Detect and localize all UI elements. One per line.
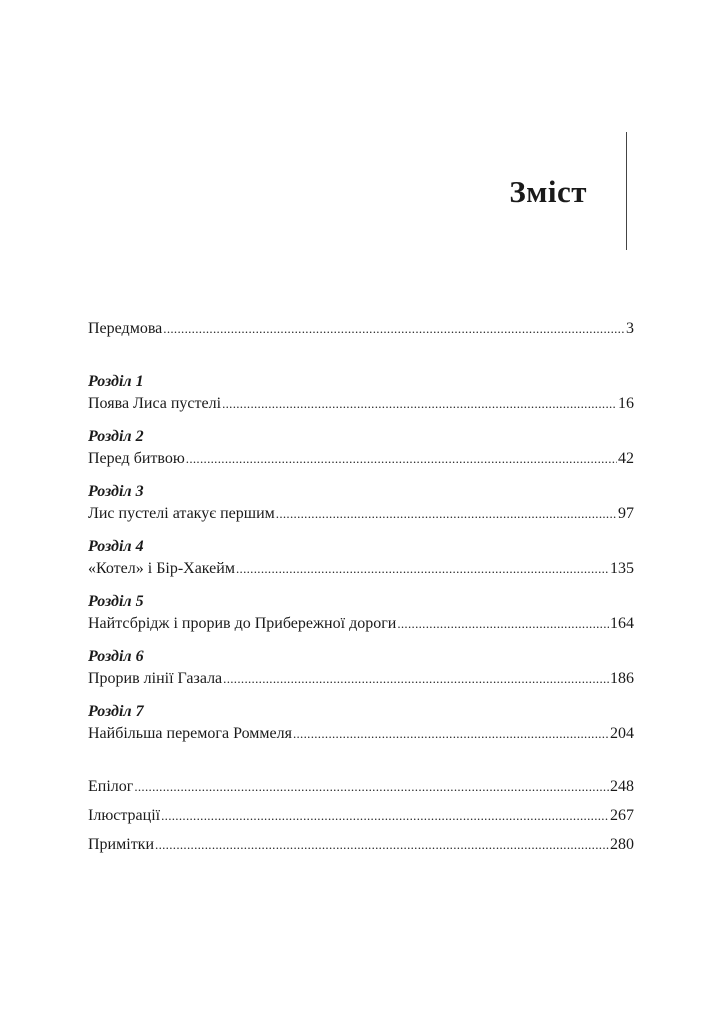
toc-entry-page: 186: [610, 670, 634, 687]
toc-entry-chapter-4[interactable]: [88, 558, 634, 580]
toc-entry-label: «Котел» і Бір-Хакейм: [88, 560, 235, 577]
toc-entry-page: 248: [610, 778, 634, 795]
toc-entry-page: 164: [610, 615, 634, 632]
toc-entry-label: Найбільша перемога Роммеля: [88, 725, 292, 742]
table-of-contents: [88, 318, 634, 856]
title-divider-rule: [626, 132, 627, 250]
toc-entry-page: 42: [618, 450, 634, 467]
chapter-heading: Розділ 4: [88, 538, 144, 555]
spacer: [88, 635, 634, 646]
toc-entry-label: Прорив лінії Газала: [88, 670, 223, 687]
dot-leader: [163, 318, 625, 340]
toc-entry-page: 3: [626, 320, 634, 337]
chapter-heading: Розділ 3: [88, 483, 144, 500]
toc-entry-page: 204: [610, 725, 634, 742]
toc-entry-page: 267: [610, 807, 634, 824]
spacer: [88, 580, 634, 591]
dot-leader: [293, 723, 609, 745]
spacer: [88, 525, 634, 536]
spacer: [88, 415, 634, 426]
toc-entry-label: Примітки: [88, 836, 155, 853]
toc-entry-label: Поява Лиса пустелі: [88, 395, 222, 412]
toc-entry-page: 97: [618, 505, 634, 522]
toc-entry-chapter-1[interactable]: [88, 393, 634, 415]
dot-leader: [155, 834, 609, 856]
toc-entry-page: 16: [618, 395, 634, 412]
spacer: [88, 745, 634, 776]
toc-entry-epilogue[interactable]: [88, 776, 634, 798]
toc-entry-illustrations[interactable]: [88, 805, 634, 827]
toc-entry-chapter-3[interactable]: [88, 503, 634, 525]
spacer: [88, 827, 634, 834]
spacer: [88, 470, 634, 481]
dot-leader: [134, 776, 609, 798]
spacer: [88, 690, 634, 701]
toc-entry-label: Найтсбрідж і прорив до Прибережної дороги: [88, 615, 397, 632]
spacer: [88, 340, 634, 371]
dot-leader: [236, 558, 609, 580]
dot-leader: [186, 448, 617, 470]
spacer: [88, 798, 634, 805]
page-title: Зміст: [509, 174, 587, 209]
chapter-heading: Розділ 5: [88, 593, 144, 610]
toc-entry-notes[interactable]: [88, 834, 634, 856]
toc-entry-page: 280: [610, 836, 634, 853]
toc-entry-label: Передмова: [88, 320, 163, 337]
toc-entry-chapter-6[interactable]: [88, 668, 634, 690]
toc-entry-label: Лис пустелі атакує першим: [88, 505, 275, 522]
dot-leader: [223, 668, 609, 690]
dot-leader: [397, 613, 609, 635]
toc-entry-page: 135: [610, 560, 634, 577]
toc-entry-chapter-2[interactable]: [88, 448, 634, 470]
toc-entry-chapter-5[interactable]: [88, 613, 634, 635]
toc-entry-label: Епілог: [88, 778, 134, 795]
dot-leader: [276, 503, 617, 525]
toc-entry-label: Перед битвою: [88, 450, 185, 467]
chapter-heading: Розділ 6: [88, 648, 144, 665]
toc-entry-label: Ілюстрації: [88, 807, 161, 824]
chapter-heading: Розділ 7: [88, 703, 144, 720]
toc-entry-chapter-7[interactable]: [88, 723, 634, 745]
dot-leader: [161, 805, 609, 827]
chapter-heading: Розділ 1: [88, 373, 144, 390]
dot-leader: [222, 393, 617, 415]
toc-entry-preface[interactable]: [88, 318, 634, 340]
chapter-heading: Розділ 2: [88, 428, 144, 445]
